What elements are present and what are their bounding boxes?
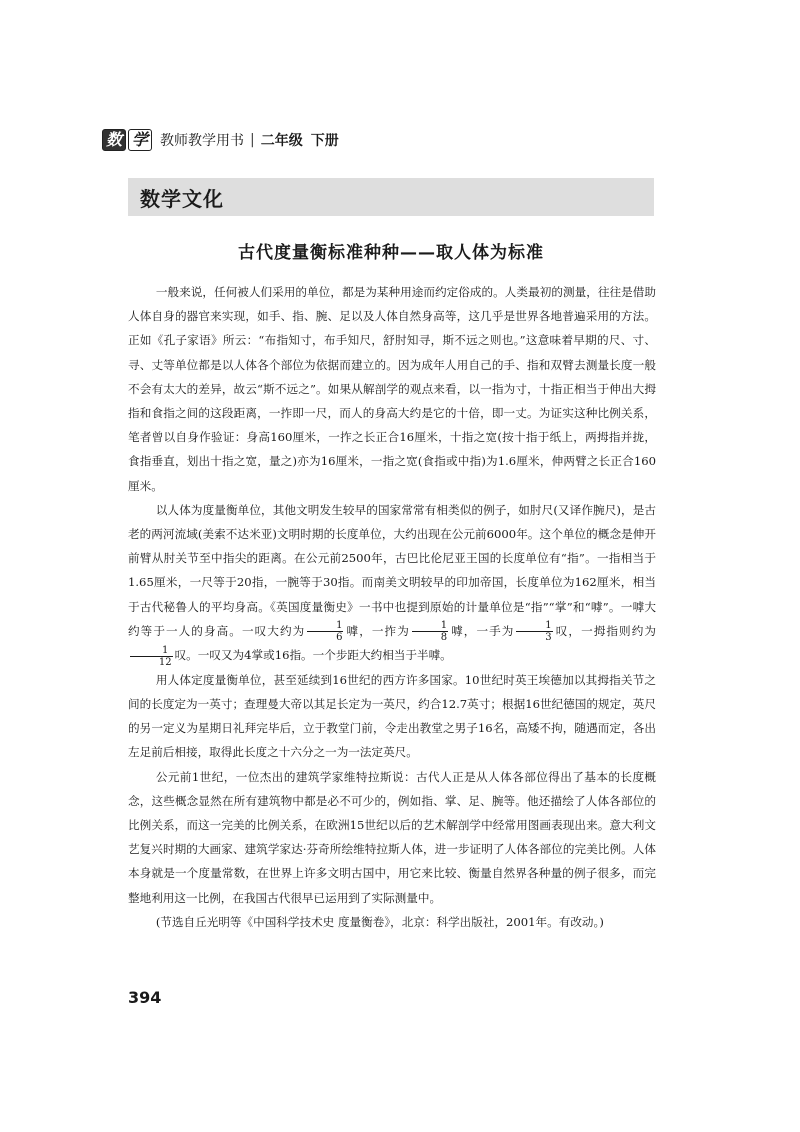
- fraction-one-sixth: [307, 620, 343, 643]
- fraction-numerator: 1: [516, 620, 552, 632]
- fraction-denominator: 3: [545, 632, 552, 644]
- header-separator: |: [250, 132, 255, 148]
- paragraph-2-part-d: 叹，一拇指则约为: [554, 623, 656, 638]
- fraction-numerator: 1: [412, 620, 448, 632]
- fraction-one-twelfth: [130, 645, 173, 668]
- paragraph-2-part-a: 以人体为度量衡单位，其他文明发生较早的国家常常有相类似的例子，如肘尺(又译作腕尺)，是古老的两河流域(美索不达米亚)文明时期的长度单位，大约出现在公元前6000年。这个单位的概念是伸开前臂从肘关节至中指尖的距离。在公元前2500年，古巴比伦尼亚王国的长度单位有“指”。一指相当于1.65厘米，一尺等于20指，一腕等于30指。而南美文明较早的印加帝国，长度单位为162厘米，相当于古代秘鲁人的平均身高。《英国度量衡史》一书中也提到原始的计量单位是“指”“掌”和“嘑”。一嘑大约等于一人的身高。一叹大约为: [128, 502, 656, 638]
- paragraph-2-part-c: 嘑，一手为: [450, 623, 515, 638]
- fraction-denominator: 6: [336, 632, 343, 644]
- paragraph-2-part-e: 叹。一叹又为4掌或16指。一个步距大约相当于半嘑。: [174, 648, 452, 663]
- fraction-denominator: 8: [440, 632, 448, 644]
- section-heading: 数学文化: [140, 186, 224, 211]
- article-title: 古代度量衡标准种种——取人体为标准: [238, 243, 544, 263]
- fraction-numerator: 1: [307, 620, 343, 632]
- term-label: 下册: [310, 133, 339, 149]
- fraction-denominator: 12: [158, 656, 172, 668]
- paragraph-2: [128, 498, 656, 668]
- paragraph-3: 用人体定度量衡单位，甚至延续到16世纪的西方许多国家。10世纪时英王埃德加以其拇指关节之间的长度定为一英寸；查理曼大帝以其足长定为一英尺，约合12.7英寸；根据16世纪德国的规定，英尺的另一定义为星期日礼拜完毕后，立于教堂门前，令走出教堂之男子16名，高矮不拘，随遇而定，各出左足前后相接，取得此长度之十六分之一为一法定英尺。: [128, 672, 656, 760]
- book-title: 教师教学用书: [160, 133, 245, 149]
- paragraph-4: 公元前1世纪，一位杰出的建筑学家维特拉斯说：古代人正是从人体各部位得出了基本的长度概念，这些概念显然在所有建筑物中都是必不可少的，例如指、掌、足、腕等。他还描绘了人体各部位的比例关系，而这一完美的比例关系，在欧洲15世纪以后的艺术解剖学中经常用图画表现出来。意大利文艺复兴时期的大画家、建筑学家达·芬奇所绘维特拉斯人体，进一步证明了人体各部位的完美比例。人体本身就是一个度量常数，在世界上许多文明古国中，用它来比较、衡量自然界各种量的例子很多，而完整地利用这一比例，在我国古代很早已运用到了实际测量中。: [128, 769, 656, 905]
- article-body: [128, 280, 656, 934]
- section-heading-bar: [128, 178, 654, 216]
- logo-char-xue: 学: [128, 129, 152, 151]
- math-logo: [102, 129, 154, 151]
- source-citation: (节选自丘光明等《中国科学技术史 度量衡卷》，北京：科学出版社，2001年。有改动。): [155, 914, 604, 929]
- grade-label: 二年级: [260, 133, 303, 149]
- fraction-one-third: [516, 620, 552, 643]
- page-number: 394: [128, 988, 162, 1007]
- paragraph-1: 一般来说，任何被人们采用的单位，都是为某种用途而约定俗成的。人类最初的测量，往往是借助人体自身的器官来实现，如手、指、腕、足以及人体自然身高等，这几乎是世界各地普遍采用的方法。正如《孔子家语》所云：“布指知寸，布手知尺，舒肘知寻，斯不远之则也。”这意味着早期的尺、寸、寻、丈等单位都是以人体各个部位为依据而建立的。因为成年人用自己的手、指和双臂去测量长度一般不会有太大的差异，故云“斯不远之”。如果从解剖学的观点来看，以一指为寸，十指正相当于伸出大拇指和食指之间的这段距离，一拃即一尺，而人的身高大约是它的十倍，即一丈。为证实这种比例关系，笔者曾以自身作验证：身高160厘米，一拃之长正合16厘米，十指之宽(按十指于纸上，两拇指并拢，食指垂直，划出十指之宽，量之)亦为16厘米，一指之宽(食指或中指)为1.6厘米，伸两臂之长正合160厘米。: [128, 285, 656, 493]
- fraction-one-eighth: [412, 620, 448, 643]
- running-header: [102, 128, 339, 152]
- paragraph-2-part-b: 嘑，一拃为: [345, 623, 410, 638]
- logo-char-shu: 数: [102, 129, 126, 151]
- fraction-numerator: 1: [130, 645, 173, 657]
